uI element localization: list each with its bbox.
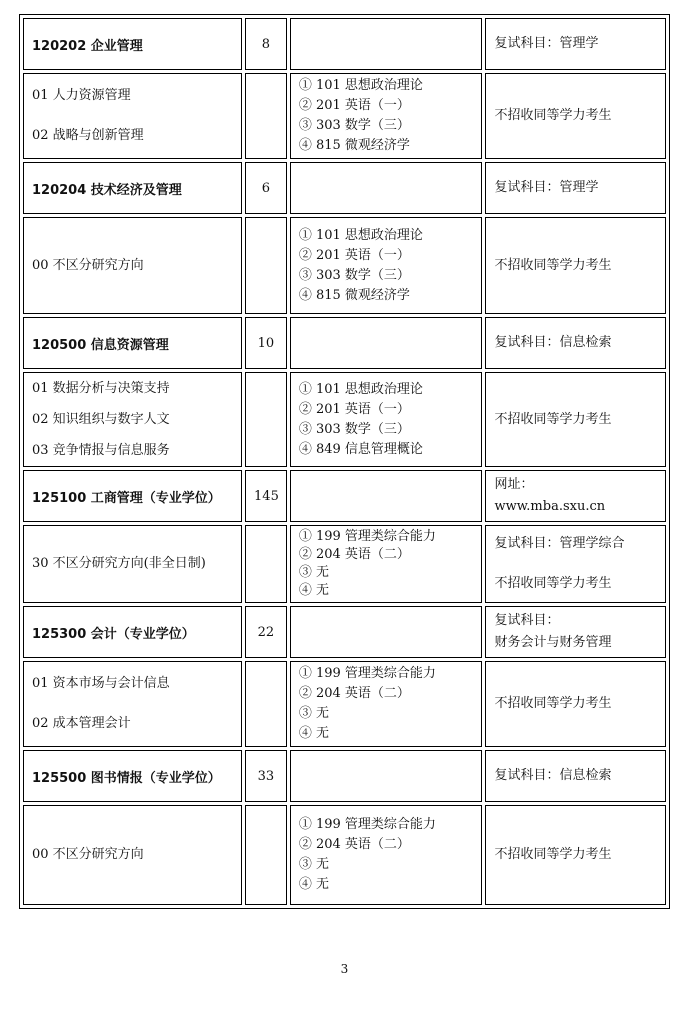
- exam-item: ③ 303 数学（三）: [298, 118, 410, 133]
- direction-item: 02 战略与创新管理: [32, 128, 144, 143]
- exam-item: ① 101 思想政治理论: [298, 227, 423, 243]
- direction-item: 01 资本市场与会计信息: [32, 676, 170, 691]
- direction-cell: [23, 73, 242, 159]
- admissions-table: [19, 14, 670, 909]
- table-row: [23, 73, 666, 159]
- note-cell: [485, 73, 666, 159]
- exam-item: ③ 303 数学（三）: [298, 267, 410, 283]
- note-cell: [485, 18, 666, 70]
- note-line: 不招收同等学力考生: [494, 257, 612, 273]
- major-code: 120202 企业管理: [23, 18, 242, 70]
- exam-cell: [290, 606, 483, 658]
- table-row: [23, 661, 666, 747]
- direction-item: 01 数据分析与决策支持: [32, 380, 170, 396]
- note-line: 复试科目：管理学: [494, 180, 599, 195]
- note-line: 复试科目：: [494, 613, 560, 628]
- exam-cell: [290, 750, 483, 802]
- exam-cell: [290, 73, 483, 159]
- table-row: [23, 525, 666, 603]
- table-row: [23, 750, 666, 802]
- table-row: [23, 162, 666, 214]
- table-row: [23, 470, 666, 522]
- direction-cell: [23, 217, 242, 314]
- exam-item: ③ 303 数学（三）: [298, 421, 410, 437]
- exam-cell: [290, 372, 483, 467]
- note-line: 不招收同等学力考生: [494, 108, 612, 123]
- direction-item: 02 成本管理会计: [32, 716, 131, 731]
- table-row: [23, 805, 666, 905]
- note-cell: [485, 805, 666, 905]
- direction-item: 03 竞争情报与信息服务: [32, 442, 170, 458]
- enrollment-count: [245, 73, 287, 159]
- note-cell: [485, 162, 666, 214]
- table-row: [23, 217, 666, 314]
- website-url: www.mba.sxu.cn: [494, 499, 606, 514]
- note-line: 不招收同等学力考生: [494, 411, 612, 427]
- enrollment-count: [245, 525, 287, 603]
- exam-item: ② 204 英语（二）: [298, 547, 410, 562]
- enrollment-count: [245, 805, 287, 905]
- exam-item: ④ 815 微观经济学: [298, 287, 410, 303]
- note-cell: [485, 317, 666, 369]
- exam-cell: [290, 18, 483, 70]
- note-line: 不招收同等学力考生: [494, 847, 612, 862]
- note-line: 不招收同等学力考生: [494, 696, 612, 711]
- exam-cell: [290, 162, 483, 214]
- exam-cell: [290, 525, 483, 603]
- enrollment-count: [245, 217, 287, 314]
- exam-item: ② 204 英语（二）: [298, 837, 410, 852]
- major-code: 125500 图书情报（专业学位）: [23, 750, 242, 802]
- exam-item: ① 199 管理类综合能力: [298, 817, 436, 832]
- exam-cell: [290, 805, 483, 905]
- direction-item: 00 不区分研究方向: [32, 257, 144, 273]
- note-line: 财务会计与财务管理: [494, 635, 612, 650]
- enrollment-count: 10: [245, 317, 287, 369]
- note-line: 复试科目：管理学综合: [494, 536, 625, 551]
- major-code: 125300 会计（专业学位）: [23, 606, 242, 658]
- enrollment-count: 8: [245, 18, 287, 70]
- enrollment-count: [245, 372, 287, 467]
- page-number: 3: [340, 962, 349, 976]
- direction-cell: [23, 805, 242, 905]
- exam-cell: [290, 217, 483, 314]
- exam-cell: [290, 470, 483, 522]
- note-cell: [485, 661, 666, 747]
- enrollment-count: 6: [245, 162, 287, 214]
- note-line: 网址：: [494, 477, 534, 492]
- exam-item: ④ 无: [298, 877, 329, 892]
- exam-item: ② 201 英语（一）: [298, 401, 410, 417]
- direction-item: 01 人力资源管理: [32, 88, 131, 103]
- exam-item: ① 101 思想政治理论: [298, 381, 423, 397]
- major-code: 120204 技术经济及管理: [23, 162, 242, 214]
- table-row: [23, 317, 666, 369]
- exam-item: ① 199 管理类综合能力: [298, 666, 436, 681]
- exam-item: ③ 无: [298, 857, 329, 872]
- note-line: 复试科目：信息检索: [494, 768, 612, 783]
- note-cell: [485, 372, 666, 467]
- table-row: [23, 18, 666, 70]
- exam-item: ② 201 英语（一）: [298, 247, 410, 263]
- exam-item: ① 199 管理类综合能力: [298, 529, 436, 544]
- note-cell: [485, 525, 666, 603]
- exam-item: ② 201 英语（一）: [298, 98, 410, 113]
- note-cell: [485, 470, 666, 522]
- exam-item: ④ 815 微观经济学: [298, 138, 410, 153]
- note-line: 复试科目：管理学: [494, 36, 599, 51]
- exam-cell: [290, 661, 483, 747]
- note-cell: [485, 217, 666, 314]
- direction-item: 00 不区分研究方向: [32, 847, 144, 862]
- major-code: 120500 信息资源管理: [23, 317, 242, 369]
- exam-item: ③ 无: [298, 565, 329, 580]
- major-code: 125100 工商管理（专业学位）: [23, 470, 242, 522]
- enrollment-count: 33: [245, 750, 287, 802]
- direction-item: 02 知识组织与数字人文: [32, 411, 170, 427]
- table-row: [23, 606, 666, 658]
- enrollment-count: 145: [245, 470, 287, 522]
- exam-item: ④ 849 信息管理概论: [298, 441, 423, 457]
- exam-item: ④ 无: [298, 583, 329, 598]
- enrollment-count: 22: [245, 606, 287, 658]
- exam-cell: [290, 317, 483, 369]
- note-line: 不招收同等学力考生: [494, 576, 612, 591]
- note-cell: [485, 750, 666, 802]
- note-line: 复试科目：信息检索: [494, 335, 612, 350]
- direction-cell: [23, 661, 242, 747]
- direction-cell: [23, 372, 242, 467]
- exam-item: ① 101 思想政治理论: [298, 78, 423, 93]
- exam-item: ② 204 英语（二）: [298, 686, 410, 701]
- exam-item: ③ 无: [298, 706, 329, 721]
- direction-cell: [23, 525, 242, 603]
- enrollment-count: [245, 661, 287, 747]
- table-row: [23, 372, 666, 467]
- direction-item: 30 不区分研究方向(非全日制): [32, 556, 206, 571]
- note-cell: [485, 606, 666, 658]
- exam-item: ④ 无: [298, 726, 329, 741]
